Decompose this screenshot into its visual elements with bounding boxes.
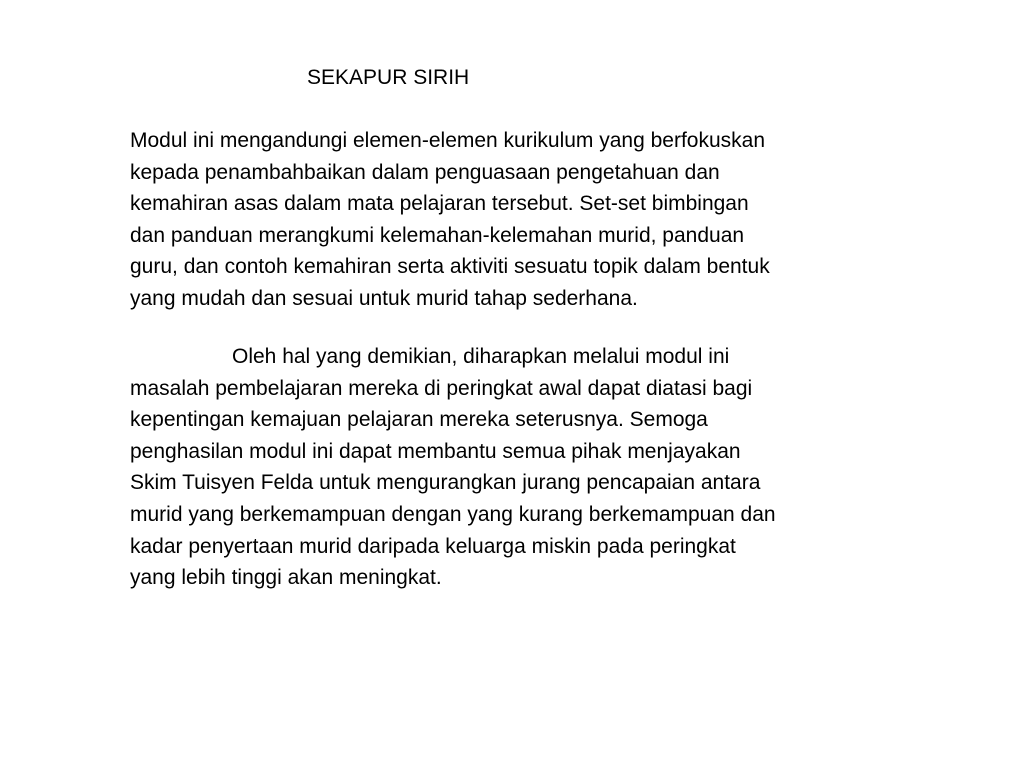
paragraph-2-line: penghasilan modul ini dapat membantu semua pihak menjayakan bbox=[130, 439, 741, 463]
paragraph-1-line: guru, dan contoh kemahiran serta aktiviti sesuatu topik dalam bentuk bbox=[130, 255, 770, 279]
paragraph-2-line: Skim Tuisyen Felda untuk mengurangkan jurang pencapaian antara bbox=[130, 471, 761, 495]
paragraph-1-line: kepada penambahbaikan dalam penguasaan pengetahuan dan bbox=[130, 160, 720, 184]
paragraph-1-line: kemahiran asas dalam mata pelajaran tersebut. Set-set bimbingan bbox=[130, 192, 749, 216]
paragraph-2-line: Oleh hal yang demikian, diharapkan melalui modul ini bbox=[232, 345, 730, 368]
paragraph-2-line: masalah pembelajaran mereka di peringkat awal dapat diatasi bagi bbox=[130, 376, 753, 400]
paragraph-1-line: dan panduan merangkumi kelemahan-kelemahan murid, panduan bbox=[130, 223, 745, 247]
paragraph-2-line: kadar penyertaan murid daripada keluarga miskin pada peringkat bbox=[130, 534, 736, 558]
page-title: SEKAPUR SIRIH bbox=[307, 66, 470, 89]
paragraph-1-line: Modul ini mengandungi elemen-elemen kurikulum yang berfokuskan bbox=[130, 129, 766, 152]
paragraph-2-line: murid yang berkemampuan dengan yang kurang berkemampuan dan bbox=[130, 502, 776, 526]
paragraph-2-line: yang lebih tinggi akan meningkat. bbox=[130, 566, 442, 590]
paragraph-1-line: yang mudah dan sesuai untuk murid tahap sederhana. bbox=[130, 286, 638, 310]
paragraph-1 bbox=[130, 125, 770, 315]
paragraph-2-line: kepentingan kemajuan pelajaran mereka seterusnya. Semoga bbox=[130, 408, 708, 432]
paragraph-2 bbox=[130, 341, 776, 594]
